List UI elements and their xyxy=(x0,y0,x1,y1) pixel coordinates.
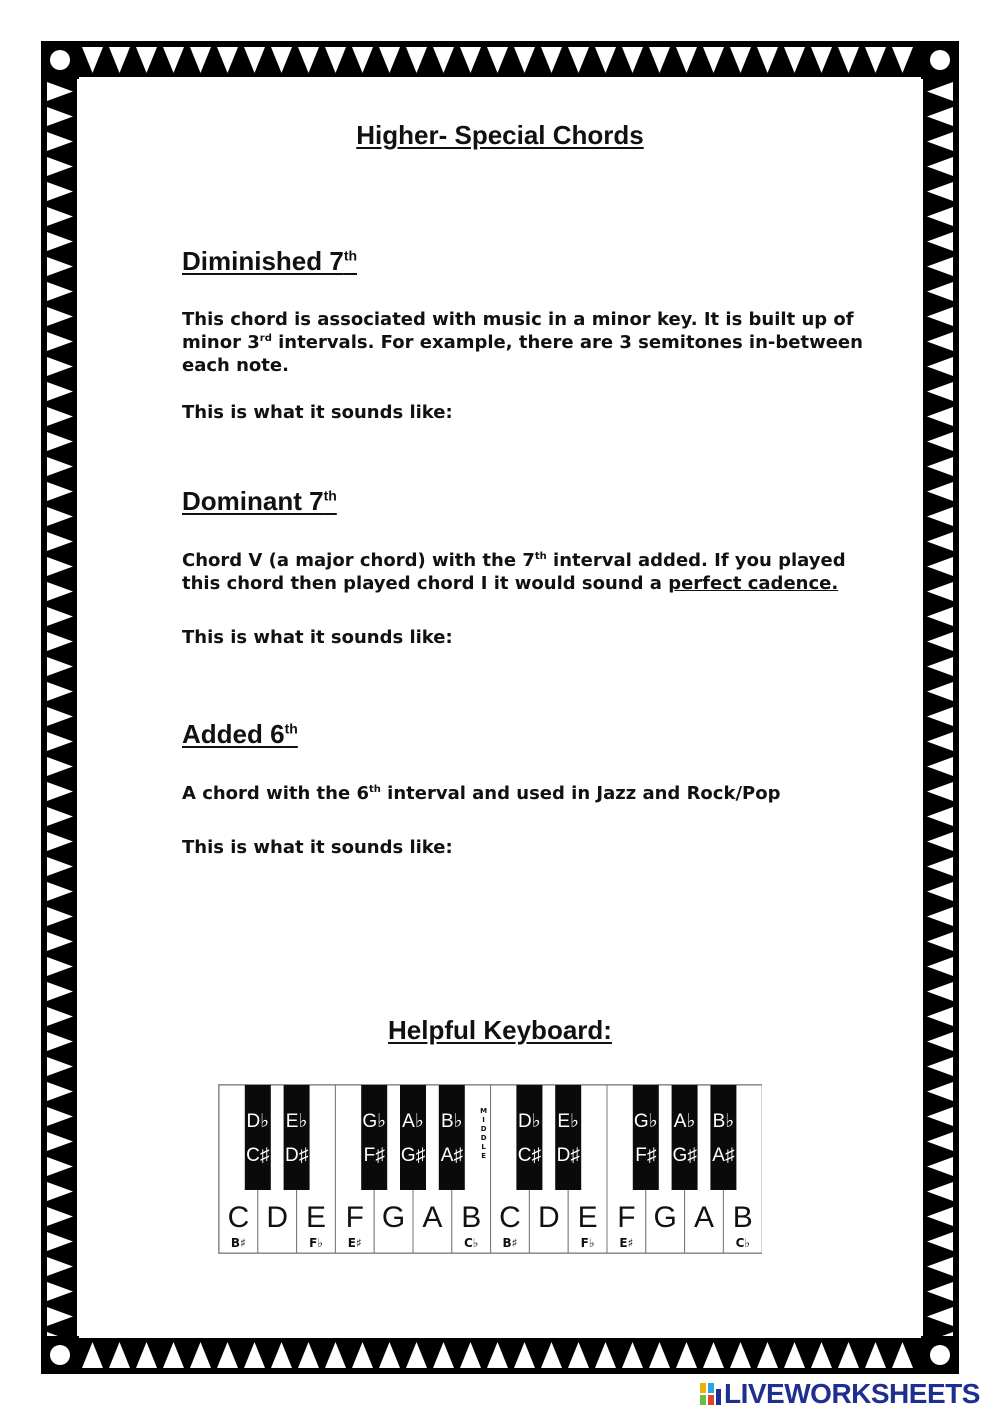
black-key-sharp-label: F♯ xyxy=(635,1145,657,1166)
white-key-alt-label: B♯ xyxy=(230,1236,246,1250)
superscript: rd xyxy=(259,333,272,344)
border-corner-circle xyxy=(50,50,70,70)
border-corner-circle xyxy=(930,50,950,70)
black-key xyxy=(516,1085,542,1190)
white-key-label: G xyxy=(381,1201,406,1234)
black-key-flat-label: A♭ xyxy=(402,1111,424,1132)
white-key-label: C xyxy=(499,1201,521,1234)
black-key xyxy=(555,1085,581,1190)
border-corner-circle xyxy=(930,1345,950,1365)
black-key-sharp-label: C♯ xyxy=(517,1145,542,1166)
black-key-sharp-label: D♯ xyxy=(284,1145,309,1166)
white-key-label: A xyxy=(422,1201,443,1234)
black-key xyxy=(439,1085,465,1190)
black-key-flat-label: B♭ xyxy=(712,1111,735,1132)
white-key-alt-label: F♭ xyxy=(309,1236,323,1250)
white-key-alt-label: E♯ xyxy=(619,1236,634,1250)
black-key-flat-label: E♭ xyxy=(557,1111,580,1132)
border-corner-circle xyxy=(50,1345,70,1365)
black-key xyxy=(284,1085,310,1190)
superscript: th xyxy=(368,784,381,795)
middle-c-label: M I D D L E xyxy=(480,1107,488,1160)
black-key-sharp-label: G♯ xyxy=(672,1145,697,1166)
heading-diminished-7th: Diminished 7th xyxy=(182,246,358,276)
text-run: interval added. If you played this chord then played chord I it would sound a xyxy=(182,550,846,594)
underlined-term: perfect cadence. xyxy=(668,573,839,594)
black-key-sharp-label: C♯ xyxy=(246,1145,270,1166)
black-key-flat-label: E♭ xyxy=(285,1111,308,1132)
black-key xyxy=(710,1085,736,1190)
black-key-sharp-label: G♯ xyxy=(400,1145,426,1166)
keyboard-title: Helpful Keyboard: xyxy=(388,1015,612,1045)
black-key-flat-label: A♭ xyxy=(673,1111,696,1132)
text-run: interval and used in Jazz and Rock/Pop xyxy=(380,783,781,804)
black-key-flat-label: D♭ xyxy=(246,1111,270,1132)
black-key-flat-label: G♭ xyxy=(633,1111,658,1132)
white-key-alt-label: C♭ xyxy=(735,1236,751,1250)
black-key xyxy=(361,1085,387,1190)
piano-keyboard xyxy=(218,1084,762,1256)
sounds-like-diminished-7th: This is what it sounds like: xyxy=(182,402,453,423)
white-key-label: C xyxy=(227,1201,250,1234)
white-key-label: A xyxy=(693,1201,715,1234)
black-key xyxy=(245,1085,271,1190)
paragraph-dominant-7th xyxy=(182,549,872,595)
black-key xyxy=(400,1085,426,1190)
heading-dominant-7th: Dominant 7th xyxy=(182,486,337,516)
black-key-sharp-label: A♯ xyxy=(712,1145,735,1166)
white-key-label: E xyxy=(577,1201,598,1234)
black-key-flat-label: B♭ xyxy=(440,1111,463,1132)
text-run: intervals. For example, there are 3 semitones in-between each note. xyxy=(182,332,863,376)
liveworksheets-logo-icon xyxy=(700,1381,722,1407)
watermark-text: LIVEWORKSHEETS xyxy=(724,1378,980,1409)
heading-added-6th: Added 6th xyxy=(182,719,298,749)
white-key-alt-label: B♯ xyxy=(502,1236,518,1250)
text-run: This chord is associated with music in a minor key. It is built up of minor 3 xyxy=(182,309,854,353)
black-key-sharp-label: F♯ xyxy=(363,1145,385,1166)
white-key-label: B xyxy=(732,1201,753,1234)
text-run: A chord with the 6 xyxy=(182,783,369,804)
white-key-alt-label: F♭ xyxy=(580,1236,595,1250)
white-key-label: E xyxy=(305,1201,327,1234)
paragraph-diminished-7th xyxy=(182,308,872,377)
white-key-alt-label: E♯ xyxy=(347,1236,362,1250)
black-key xyxy=(633,1085,659,1190)
white-key-label: D xyxy=(537,1201,560,1234)
white-key-label: F xyxy=(617,1201,636,1234)
superscript: th xyxy=(534,551,547,562)
sounds-like-added-6th: This is what it sounds like: xyxy=(182,837,453,858)
white-key-label: D xyxy=(266,1201,289,1234)
white-key-label: G xyxy=(653,1201,677,1234)
black-key xyxy=(672,1085,698,1190)
black-key-flat-label: D♭ xyxy=(518,1111,541,1132)
page-title: Higher- Special Chords xyxy=(356,120,644,150)
text-run: Chord V (a major chord) with the 7 xyxy=(182,550,535,571)
white-key-alt-label: C♭ xyxy=(463,1236,479,1250)
paragraph-added-6th xyxy=(182,782,872,805)
black-key-sharp-label: A♯ xyxy=(440,1145,463,1166)
sounds-like-dominant-7th: This is what it sounds like: xyxy=(182,627,453,648)
white-key-label: B xyxy=(461,1201,482,1234)
watermark xyxy=(700,1379,995,1409)
white-key-label: F xyxy=(345,1201,364,1234)
black-key-flat-label: G♭ xyxy=(362,1111,387,1132)
black-key-sharp-label: D♯ xyxy=(556,1145,580,1166)
